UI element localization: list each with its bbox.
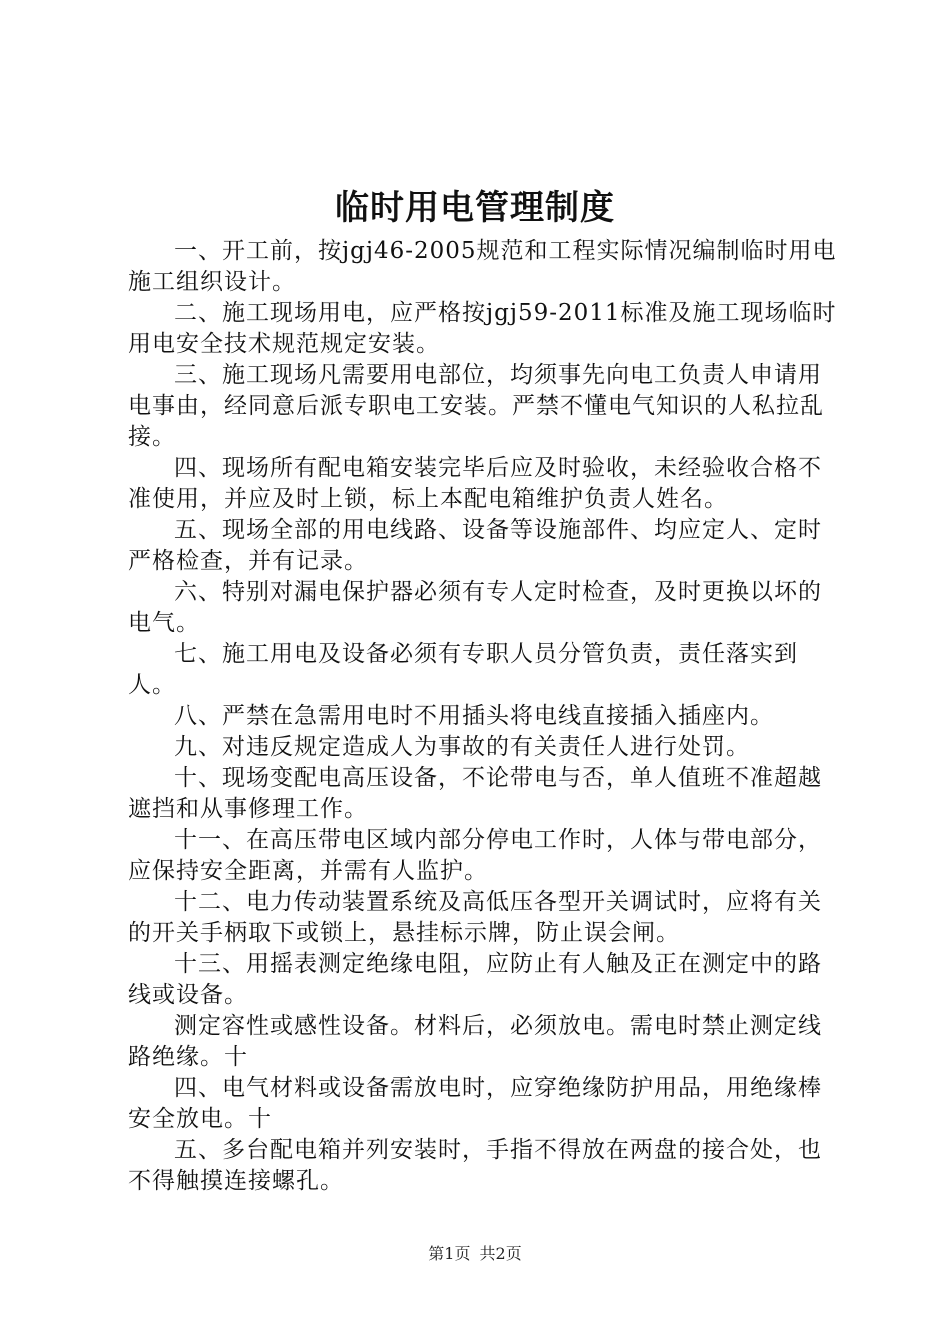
- paragraph-11: 十一、在高压带电区域内部分停电工作时，人体与带电部分，应保持安全距离，并需有人监护。: [128, 827, 822, 884]
- paragraph-14: 测定容性或感性设备。材料后，必须放电。需电时禁止测定线路绝缘。十: [128, 1013, 822, 1070]
- paragraph-15: 四、电气材料或设备需放电时，应穿绝缘防护用品，用绝缘棒安全放电。十: [128, 1075, 822, 1132]
- page-total: 共2页: [479, 1244, 522, 1263]
- page-number: 第1页: [428, 1244, 471, 1263]
- paragraph-4: 四、现场所有配电箱安装完毕后应及时验收，未经验收合格不准使用，并应及时上锁，标上本配电箱维护负责人姓名。: [128, 455, 822, 512]
- paragraph-12: 十二、电力传动装置系统及高低压各型开关调试时，应将有关的开关手柄取下或锁上，悬挂标示牌，防止误会闸。: [128, 889, 822, 946]
- paragraph-10: 十、现场变配电高压设备，不论带电与否，单人值班不准超越遮挡和从事修理工作。: [128, 765, 822, 822]
- paragraph-6: 六、特别对漏电保护器必须有专人定时检查，及时更换以坏的电气。: [128, 579, 822, 636]
- paragraph-7: 七、施工用电及设备必须有专职人员分管负责，责任落实到人。: [128, 641, 798, 698]
- document-title: 临时用电管理制度: [335, 188, 615, 228]
- paragraph-16: 五、多台配电箱并列安装时，手指不得放在两盘的接合处，也不得触摸连接螺孔。: [128, 1137, 822, 1194]
- paragraph-1: 一、开工前，按jgj46-2005规范和工程实际情况编制临时用电施工组织设计。: [128, 238, 837, 295]
- paragraph-3: 三、施工现场凡需要用电部位，均须事先向电工负责人申请用电事由，经同意后派专职电工安装。严禁不懂电气知识的人私拉乱接。: [128, 362, 824, 450]
- paragraph-8: 八、严禁在急需用电时不用插头将电线直接插入插座内。: [174, 703, 774, 729]
- paragraph-9: 九、对违反规定造成人为事故的有关责任人进行处罚。: [174, 734, 750, 760]
- page-footer: [0, 1244, 950, 1264]
- paragraph-5: 五、现场全部的用电线路、设备等设施部件、均应定人、定时严格检查，并有记录。: [128, 517, 822, 574]
- document-body: [128, 236, 838, 1197]
- paragraph-13: 十三、用摇表测定绝缘电阻，应防止有人触及正在测定中的路线或设备。: [128, 951, 822, 1008]
- paragraph-2: 二、施工现场用电，应严格按jgj59-2011标准及施工现场临时用电安全技术规范规定安装。: [128, 300, 837, 357]
